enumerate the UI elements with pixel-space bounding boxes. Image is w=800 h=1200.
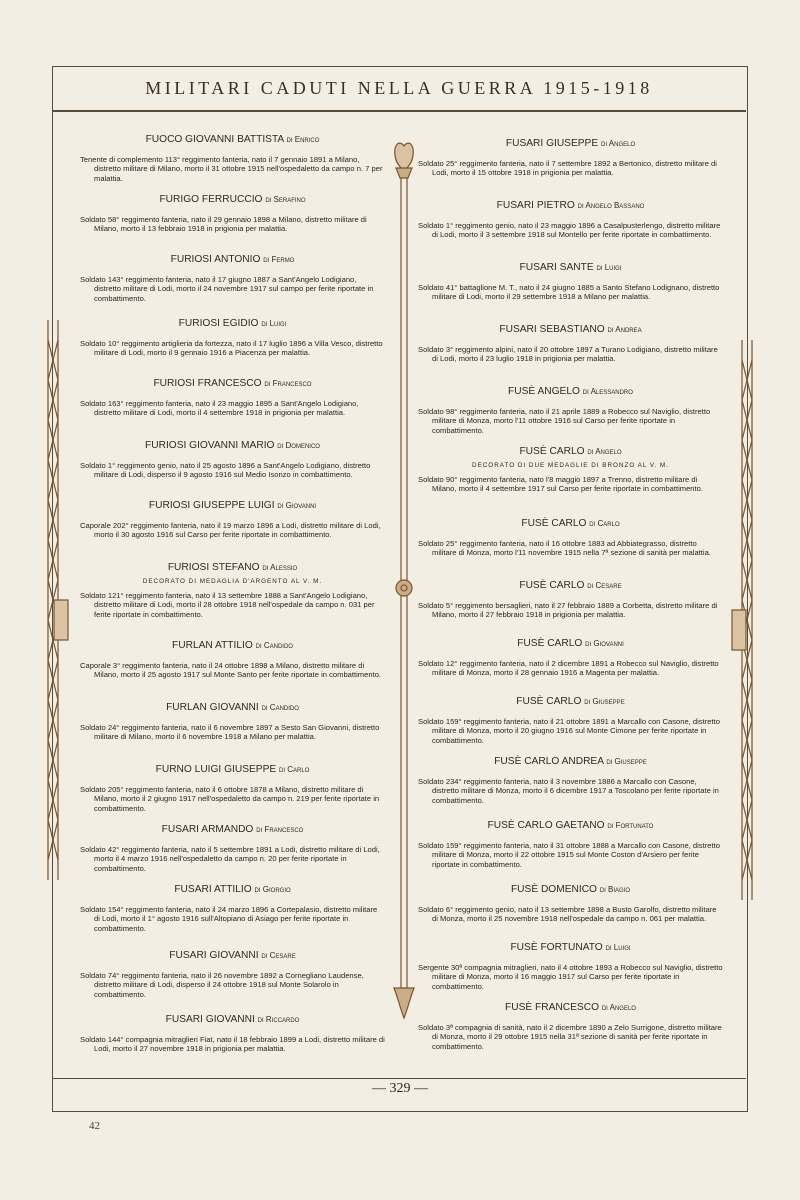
record-entry: [80, 764, 385, 813]
record-text: Soldato 6° reggimento genio, nato il 13 settembre 1898 a Busto Garolfo, distretto militare di Monza, morto il 25 novembre 1918 nell'ospedale da campo n. 061 per malattia.: [418, 905, 717, 924]
record-entry: [418, 200, 723, 240]
soldier-name: FUSÈ CARLO GAETANO di Fortunato: [487, 820, 654, 831]
record-text: Soldato 25° reggimento fanteria, nato il 16 ottobre 1883 ad Abbiategrasso, distretto militare di Monza, morto l'11 novembre 1915 nella 7ª sezione di sanità per malattia.: [418, 539, 711, 558]
record-entry: [418, 580, 723, 620]
left-lattice-ornament: [36, 320, 70, 880]
record-entry: [80, 702, 385, 742]
record-entry: [80, 318, 385, 358]
right-lattice-ornament: [730, 340, 764, 900]
record-text: Soldato 24° reggimento fanteria, nato il 6 novembre 1897 a Sesto San Giovanni, distretto militare di Milano, morto il 6 novembre 1918 a Milano per malattia.: [80, 723, 380, 742]
record-entry: [418, 820, 723, 869]
page-title: MILITARI CADUTI NELLA GUERRA 1915-1918: [145, 77, 653, 98]
record-text: Sergente 30ª compagnia mitraglieri, nato il 4 ottobre 1893 a Robecco sul Naviglio, distretto militare di Monza, morto il 16 maggio 1917 sul Carso per ferite riportate in combattimento.: [418, 963, 723, 991]
soldier-name: FURIOSI FRANCESCO di Francesco: [153, 378, 312, 389]
soldier-name: FURIGO FERRUCCIO di Serafino: [159, 194, 306, 205]
record-entry: [80, 824, 385, 873]
record-text: Soldato 10° reggimento artiglieria da fortezza, nato il 17 luglio 1896 a Villa Vesco, distretto militare di Lodi, morto il 9 gennaio 1916 a Piacenza per malattia.: [80, 339, 383, 358]
record-entry: [80, 254, 385, 303]
record-text: Soldato 3ª compagnia di sanità, nato il 2 dicembre 1890 a Zelo Surrigone, distretto militare di Monza, morto il 29 ottobre 1915 nella 31ª sezione di sanità per ferite riportate in combattimento.: [418, 1023, 722, 1051]
record-text: Soldato 143° reggimento fanteria, nato il 17 giugno 1887 a Sant'Angelo Lodigiano, distretto militare di Lodi, morto il 24 novembre 1917 sul campo per ferite riportate in combattimento.: [80, 275, 374, 303]
record-entry: [418, 446, 723, 494]
soldier-name: FUSARI PIETRO di Angelo Bassano: [496, 200, 645, 211]
record-text: Soldato 159° reggimento fanteria, nato il 21 ottobre 1891 a Marcallo con Casone, distretto militare di Monza, morto il 20 giugno 1916 sul Monte Cimone per ferite riportate in combattimento.: [418, 717, 720, 745]
record-text: Soldato 205° reggimento fanteria, nato il 6 ottobre 1878 a Milano, distretto militare di Milano, morto il 2 giugno 1917 nell'ospedaletto da campo n. 219 per ferite riportate in combattimento.: [80, 785, 380, 813]
soldier-name: FUSARI GIUSEPPE di Angelo: [505, 138, 636, 149]
soldier-name: FURLAN GIOVANNI di Candido: [166, 702, 299, 713]
record-text: Soldato 3° reggimento alpini, nato il 20 ottobre 1897 a Turano Lodigiano, distretto militare di Lodi, morto il 23 luglio 1918 in prigionia per malattia.: [418, 345, 718, 364]
soldier-name: FUSARI ATTILIO di Giorgio: [174, 884, 291, 895]
record-entry: [418, 756, 723, 805]
soldier-name: FUSARI GIOVANNI di Cesare: [169, 950, 296, 961]
soldier-name: FUSÈ CARLO ANDREA di Giuseppe: [494, 756, 647, 767]
record-entry: [80, 1014, 385, 1054]
soldier-name: FUSARI ARMANDO di Francesco: [161, 824, 304, 835]
record-text: Caporale 202° reggimento fanteria, nato il 19 marzo 1896 a Lodi, distretto militare di Lodi, morto il 30 agosto 1916 sul Carso per ferite riportate in combattimento.: [80, 521, 381, 540]
record-entry: [80, 950, 385, 999]
record-entry: [80, 440, 385, 480]
soldier-name: FUSÈ CARLO di Giovanni: [517, 638, 624, 649]
record-entry: [80, 194, 385, 234]
soldier-name: FUSARI SANTE di Luigi: [519, 262, 622, 273]
record-entry: [80, 562, 385, 619]
soldier-name: FUSÈ CARLO di Carlo: [521, 518, 620, 529]
soldier-name: FUSÈ CARLO di Angelo: [519, 446, 622, 457]
record-entry: [80, 378, 385, 418]
record-text: Soldato 42° reggimento fanteria, nato il 5 settembre 1891 a Lodi, distretto militare di Lodi, morto il 4 marzo 1916 nell'ospedaletto da campo n. 20 per ferite riportate in combattimento.: [80, 845, 380, 873]
record-entry: [418, 696, 723, 745]
record-entry: [80, 884, 385, 933]
record-text: Soldato 12° reggimento fanteria, nato il 2 dicembre 1891 a Robecco sul Naviglio, distretto militare di Monza, morto il 28 gennaio 1916 a Magenta per malattia.: [418, 659, 719, 678]
soldier-name: FURIOSI ANTONIO di Fermo: [170, 254, 295, 265]
record-text: Soldato 144° compagnia mitraglieri Fiat, nato il 18 febbraio 1899 a Lodi, distretto militare di Lodi, morto il 27 novembre 1918 in prigionia per malattia.: [80, 1035, 385, 1054]
page-header: [52, 66, 746, 112]
soldier-name: FUSÈ DOMENICO di Biagio: [510, 884, 631, 895]
record-entry: [418, 324, 723, 364]
record-text: Soldato 1° reggimento genio, nato il 23 maggio 1896 a Casalpusterlengo, distretto militare di Lodi, morto il 3 settembre 1918 sul Montello per ferite riportate in combattimento.: [418, 221, 721, 240]
record-entry: [80, 134, 385, 183]
decoration-note: DECORATO DI MEDAGLIA D'ARGENTO AL V. M.: [142, 578, 323, 585]
soldier-name: FURIOSI STEFANO di Alessio: [167, 562, 298, 573]
soldier-name: FURIOSI EGIDIO di Luigi: [178, 318, 287, 329]
record-entry: [418, 884, 723, 924]
record-text: Soldato 1° reggimento genio, nato il 25 agosto 1896 a Sant'Angelo Lodigiano, distretto militare di Lodi, disperso il 9 agosto 1916 sul Medio Isonzo in combattimento.: [80, 461, 371, 480]
record-entry: [418, 942, 723, 991]
decoration-note: DECORATO DI DUE MEDAGLIE DI BRONZO AL V. M.: [472, 462, 669, 469]
soldier-name: FUSÈ FORTUNATO di Luigi: [510, 942, 631, 953]
soldier-name: FUSÈ FRANCESCO di Angelo: [505, 1002, 636, 1013]
record-text: Soldato 154° reggimento fanteria, nato il 24 marzo 1896 a Cortepalasio, distretto militare di Lodi, morto il 1° agosto 1916 sull'Altopiano di Asiago per ferite riportate in combattimento.: [80, 905, 378, 933]
record-entry: [418, 1002, 723, 1051]
soldier-name: FUOCO GIOVANNI BATTISTA di Enrico: [145, 134, 320, 145]
torch-column-ornament: [388, 138, 420, 1028]
soldier-name: FURIOSI GIOVANNI MARIO di Domenico: [145, 440, 320, 451]
record-text: Soldato 90° reggimento fanteria, nato l'8 maggio 1897 a Trenno, distretto militare di Milano, morto il 4 settembre 1917 sul Carso per ferite riportate in combattimento.: [418, 475, 703, 494]
record-text: Tenente di complemento 113° reggimento fanteria, nato il 7 gennaio 1891 a Milano, distretto militare di Milano, morto il 31 ottobre 1915 nell'ospedaletto da campo n. 7 per malattia.: [80, 155, 383, 183]
record-text: Soldato 58° reggimento fanteria, nato il 29 gennaio 1898 a Milano, distretto militare di Milano, morto il 13 febbraio 1918 in prigionia per malattia.: [80, 215, 367, 234]
record-text: Soldato 234° reggimento fanteria, nato il 3 novembre 1886 a Marcallo con Casone, distretto militare di Monza, morto il 6 dicembre 1917 a Toscolano per ferite riportate in combattimento.: [418, 777, 719, 805]
record-text: Soldato 74° reggimento fanteria, nato il 26 novembre 1892 a Cornegliano Laudense, distretto militare di Lodi, disperso il 24 ottobre 1918 sul Monte Solarolo in combattimento.: [80, 971, 364, 999]
record-entry: [418, 262, 723, 302]
page-number: — 329 —: [372, 1081, 428, 1096]
record-text: Soldato 98° reggimento fanteria, nato il 21 aprile 1889 a Robecco sul Naviglio, distretto militare di Monza, morto l'11 ottobre 1916 sul Carso per ferite riportate in combattimento.: [418, 407, 711, 435]
soldier-name: FUSARI SEBASTIANO di Andrea: [499, 324, 642, 335]
record-text: Soldato 159° reggimento fanteria, nato il 31 ottobre 1888 a Marcallo con Casone, distretto militare di Monza, morto il 22 ottobre 1915 sul Monte Coston d'Arsiero per ferite riportate in combattimento.: [418, 841, 720, 869]
soldier-name: FUSÈ CARLO di Giuseppe: [516, 696, 625, 707]
record-text: Soldato 5° reggimento bersaglieri, nato il 27 febbraio 1889 a Corbetta, distretto militare di Milano, morto il 27 febbraio 1918 in prigionia per malattia.: [418, 601, 718, 620]
soldier-name: FUSÈ CARLO di Cesare: [519, 580, 622, 591]
record-text: Soldato 163° reggimento fanteria, nato il 23 maggio 1895 a Sant'Angelo Lodigiano, distretto militare di Lodi, morto il 4 settembre 1918 in prigionia per malattia.: [80, 399, 359, 418]
soldier-name: FURIOSI GIUSEPPE LUIGI di Giovanni: [148, 500, 317, 511]
record-entry: [80, 640, 385, 680]
soldier-name: FURLAN ATTILIO di Candido: [172, 640, 293, 651]
record-entry: [418, 638, 723, 678]
soldier-name: FURNO LUIGI GIUSEPPE di Carlo: [155, 764, 310, 775]
record-text: Soldato 25° reggimento fanteria, nato il 7 settembre 1892 a Bertonico, distretto militare di Lodi, morto il 15 ottobre 1918 in prigionia per malattia.: [418, 159, 717, 178]
record-text: Soldato 121° reggimento fanteria, nato il 13 settembre 1888 a Sant'Angelo Lodigiano, distretto militare di Lodi, morto il 28 ottobre 1918 nell'ospedale da campo n. 031 per ferite riportate in combattimento.: [80, 591, 375, 619]
record-text: Caporale 3° reggimento fanteria, nato il 24 ottobre 1898 a Milano, distretto militare di Milano, morto il 25 agosto 1917 sul Monte Santo per ferite riportate in combattimento.: [80, 661, 382, 680]
footer-rule: [52, 1078, 746, 1079]
record-entry: [418, 518, 723, 558]
soldier-name: FUSARI GIOVANNI di Riccardo: [165, 1014, 300, 1025]
record-entry: [80, 500, 385, 540]
record-entry: [418, 386, 723, 435]
record-entry: [418, 138, 723, 178]
corner-number: 42: [89, 1120, 100, 1132]
soldier-name: FUSÈ ANGELO di Alessandro: [508, 386, 633, 397]
record-text: Soldato 41° battaglione M. T., nato il 24 giugno 1885 a Santo Stefano Lodignano, distretto militare di Lodi, morto il 29 settembre 1918 a Milano per malattia.: [418, 283, 720, 302]
